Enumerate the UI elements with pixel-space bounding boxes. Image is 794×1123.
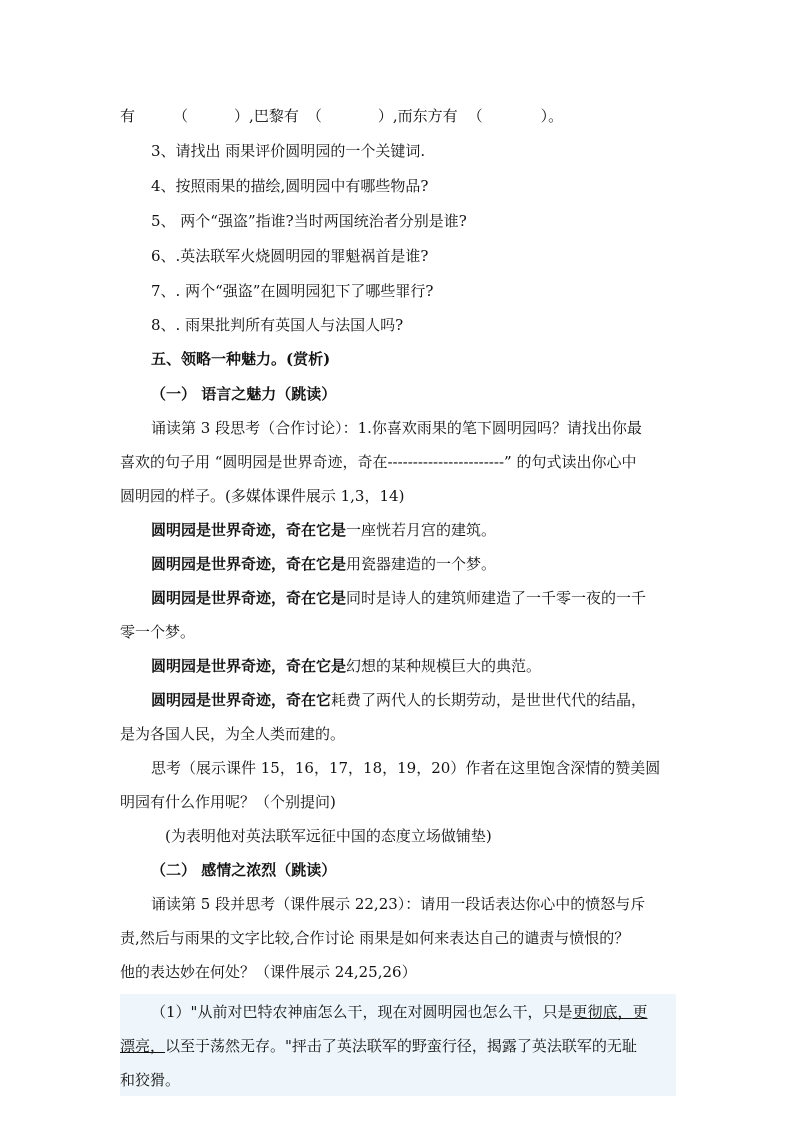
question-3: 3、请找出 雨果评价圆明园的一个关键词.	[151, 142, 426, 160]
example-sentence-2	[151, 554, 496, 574]
blank-text-3: ,而东方有	[392, 107, 458, 125]
think-line-2: 明园有什么作用呢？（个别提问)	[120, 793, 336, 811]
paragraph-1-line-1: 诵读第 3 段思考（合作讨论）：1.你喜欢雨果的笔下圆明园吗？请找出你最	[151, 419, 642, 437]
sentence-lead: 圆明园是世界奇迹，	[151, 691, 287, 709]
sentence-qizai: 奇在它是	[286, 657, 347, 675]
quote-line-1	[151, 1002, 647, 1022]
teaching-note: (为表明他对英法联军远征中国的态度立场做铺垫)	[165, 827, 492, 845]
sentence-body: 用瓷器建造的一个梦。	[346, 555, 497, 573]
question-5: 5、 两个“强盗”指谁?当时两国统治者分别是谁?	[151, 212, 467, 230]
sentence-qizai: 奇在它是	[286, 521, 347, 539]
underlined-phrase: 更彻底，更	[572, 1003, 648, 1021]
question-7: 7、. 两个“强盗”在圆明园犯下了哪些罪行?	[151, 282, 434, 300]
subsection-heading-2: （二） 感情之浓烈（跳读）	[151, 861, 337, 879]
paragraph-2-line-3: 他的表达妙在何处？（课件展示 24,25,26）	[120, 963, 417, 981]
section-heading: 五、领略一种魅力。(赏析)	[151, 350, 331, 368]
sentence-qizai: 奇在它	[286, 691, 332, 709]
quote-text: 以至于荡然无存。"抨击了英法联军的野蛮行径，揭露了英法联军的无耻	[165, 1037, 637, 1055]
paren-open-1: （	[173, 107, 189, 125]
paragraph-1-line-2: 喜欢的句子用 “圆明园是世界奇迹，奇在-----------------------” 的句式读出你心中	[120, 453, 637, 471]
blank-text-1: 有	[120, 107, 136, 125]
example-sentence-5	[151, 690, 646, 710]
subsection-heading-1: （一） 语言之魅力（跳读）	[151, 385, 337, 403]
quote-line-2	[120, 1036, 637, 1056]
question-8: 8、. 雨果批判所有英国人与法国人吗?	[151, 316, 404, 334]
paren-close-3: ）	[540, 107, 549, 125]
sentence-body: 一座恍若月宫的建筑。	[346, 521, 497, 539]
example-sentence-5-cont: 是为各国人民，为全人类而建的。	[120, 725, 346, 743]
quote-text: （1）"从前对巴特农神庙怎么干，现在对圆明园也怎么干，只是	[151, 1003, 573, 1021]
sentence-lead: 圆明园是世界奇迹，	[151, 657, 287, 675]
sentence-qizai: 奇在它是	[286, 589, 347, 607]
sentence-body: 幻想的某种规模巨大的典范。	[346, 657, 542, 675]
paragraph-2-line-2: 责,然后与雨果的文字比较,合作讨论 雨果是如何来表达自己的谴责与愤恨的？	[120, 929, 630, 947]
example-sentence-3-cont: 零一个梦。	[120, 623, 196, 641]
blank-line	[120, 106, 563, 126]
sentence-lead: 圆明园是世界奇迹，	[151, 555, 287, 573]
sentence-lead: 圆明园是世界奇迹，	[151, 521, 287, 539]
paragraph-2-line-1: 诵读第 5 段并思考（课件展示 22,23）：请用一段话表达你心中的愤怒与斥	[151, 895, 646, 913]
think-line-1: 思考（展示课件 15，16，17，18，19，20）作者在这里饱含深情的赞美圆	[151, 759, 661, 777]
example-sentence-4	[151, 656, 541, 676]
paren-close-2: ）	[377, 107, 393, 125]
quote-line-3: 和狡猾。	[120, 1071, 181, 1089]
paren-open-2: （	[306, 107, 322, 125]
sentence-body: 同时是诗人的建筑师建造了一千零一夜的一千	[346, 589, 647, 607]
question-6: 6、.英法联军火烧圆明园的罪魁祸首是谁?	[151, 247, 429, 265]
blank-text-end: 。	[548, 107, 564, 125]
paren-close-1: ）	[234, 107, 250, 125]
paren-open-3: （	[467, 107, 483, 125]
question-4: 4、按照雨果的描绘,圆明园中有哪些物品?	[151, 177, 429, 195]
sentence-body: 耗费了两代人的长期劳动，是世世代代的结晶，	[331, 691, 647, 709]
blank-text-2: ,巴黎有	[249, 107, 299, 125]
paragraph-1-line-3: 圆明园的样子。(多媒体课件展示 1,3，14)	[120, 487, 405, 505]
sentence-lead: 圆明园是世界奇迹，	[151, 589, 287, 607]
example-sentence-3	[151, 588, 646, 608]
sentence-qizai: 奇在它是	[286, 555, 347, 573]
example-sentence-1	[151, 520, 496, 540]
underlined-phrase: 漂亮，	[120, 1037, 166, 1055]
